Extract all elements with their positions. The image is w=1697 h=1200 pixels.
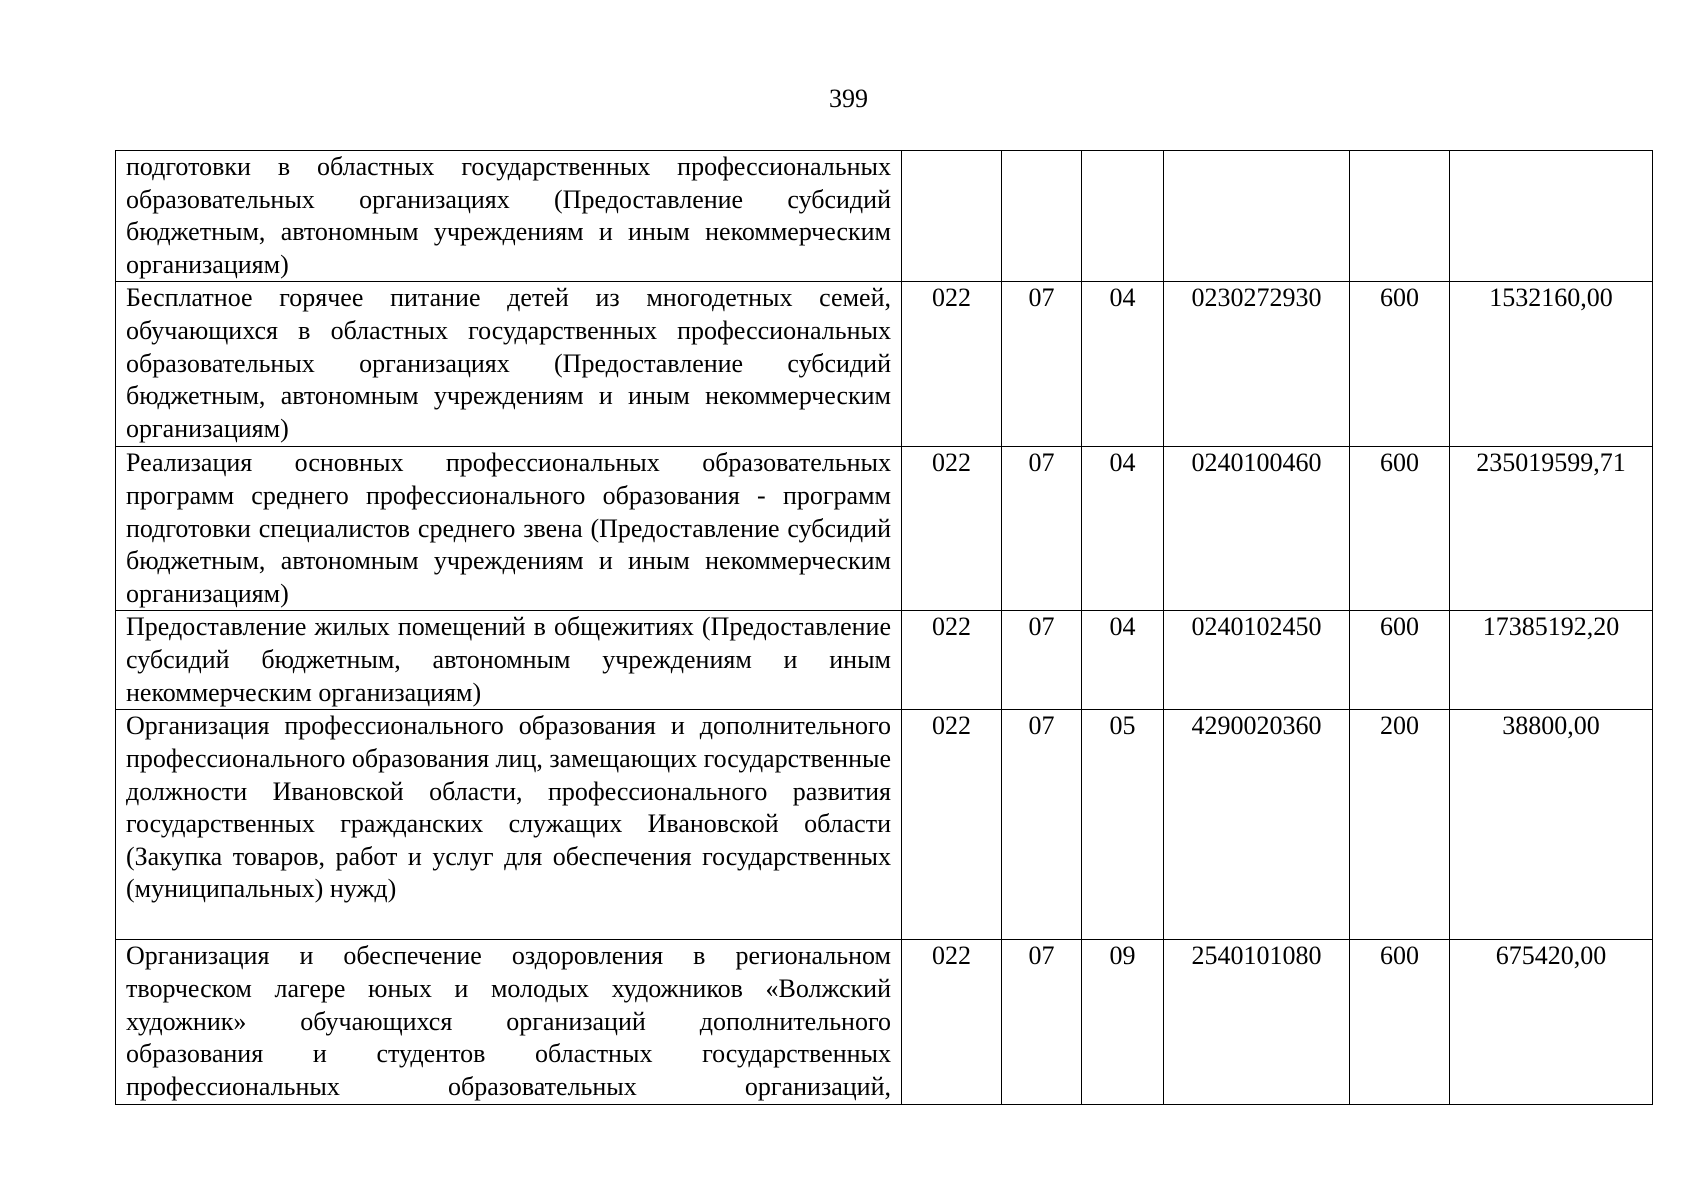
amount: 1532160,00: [1450, 282, 1653, 447]
row-description: Организация и обеспечение оздоровления в региональном творческом лагере юных и молодых художников «Волжский художник» обучающихся организаций дополнительного образования и студентов областных государственных профессиональных образовательных организаций,: [116, 940, 902, 1105]
table-row: [116, 940, 1653, 1105]
section-code: 07: [1002, 940, 1082, 1105]
subsection-code: 04: [1082, 611, 1164, 710]
ministry-code: 022: [902, 611, 1002, 710]
budget-table: [115, 150, 1653, 1105]
table-row: [116, 151, 1653, 282]
row-description: Организация профессионального образования и дополнительного профессионального образования лиц, замещающих государственные должности Ивановской области, профессионального развития государственных гражданских служащих Ивановской области (Закупка товаров, работ и услуг для обеспечения государственных (муниципальных) нужд): [116, 710, 902, 940]
subsection-code: 09: [1082, 940, 1164, 1105]
table-row: [116, 447, 1653, 611]
ministry-code: 022: [902, 710, 1002, 940]
target-article-code: 2540101080: [1164, 940, 1350, 1105]
section-code: 07: [1002, 710, 1082, 940]
section-code: 07: [1002, 611, 1082, 710]
row-description: подготовки в областных государственных профессиональных образовательных организациях (Предоставление субсидий бюджетным, автономным учреждениям и иным некоммерческим организациям): [116, 151, 902, 282]
target-article-code: 0240102450: [1164, 611, 1350, 710]
table-row: [116, 710, 1653, 940]
subsection-code: [1082, 151, 1164, 282]
amount: 17385192,20: [1450, 611, 1653, 710]
ministry-code: 022: [902, 447, 1002, 611]
expense-type-code: 600: [1350, 447, 1450, 611]
amount: 235019599,71: [1450, 447, 1653, 611]
subsection-code: 04: [1082, 282, 1164, 447]
section-code: 07: [1002, 447, 1082, 611]
subsection-code: 05: [1082, 710, 1164, 940]
section-code: [1002, 151, 1082, 282]
target-article-code: [1164, 151, 1350, 282]
ministry-code: 022: [902, 282, 1002, 447]
target-article-code: 0230272930: [1164, 282, 1350, 447]
amount: 38800,00: [1450, 710, 1653, 940]
expense-type-code: 200: [1350, 710, 1450, 940]
section-code: 07: [1002, 282, 1082, 447]
row-description: Реализация основных профессиональных образовательных программ среднего профессионального образования - программ подготовки специалистов среднего звена (Предоставление субсидий бюджетным, автономным учреждениям и иным некоммерческим организациям): [116, 447, 902, 611]
ministry-code: 022: [902, 940, 1002, 1105]
row-description: Предоставление жилых помещений в общежитиях (Предоставление субсидий бюджетным, автономным учреждениям и иным некоммерческим организациям): [116, 611, 902, 710]
expense-type-code: 600: [1350, 282, 1450, 447]
amount: [1450, 151, 1653, 282]
table-row: [116, 282, 1653, 447]
target-article-code: 4290020360: [1164, 710, 1350, 940]
table-row: [116, 611, 1653, 710]
row-description: Бесплатное горячее питание детей из многодетных семей, обучающихся в областных государственных профессиональных образовательных организациях (Предоставление субсидий бюджетным, автономным учреждениям и иным некоммерческим организациям): [116, 282, 902, 447]
page-number: 399: [829, 84, 868, 113]
subsection-code: 04: [1082, 447, 1164, 611]
target-article-code: 0240100460: [1164, 447, 1350, 611]
expense-type-code: [1350, 151, 1450, 282]
expense-type-code: 600: [1350, 611, 1450, 710]
expense-type-code: 600: [1350, 940, 1450, 1105]
amount: 675420,00: [1450, 940, 1653, 1105]
ministry-code: [902, 151, 1002, 282]
